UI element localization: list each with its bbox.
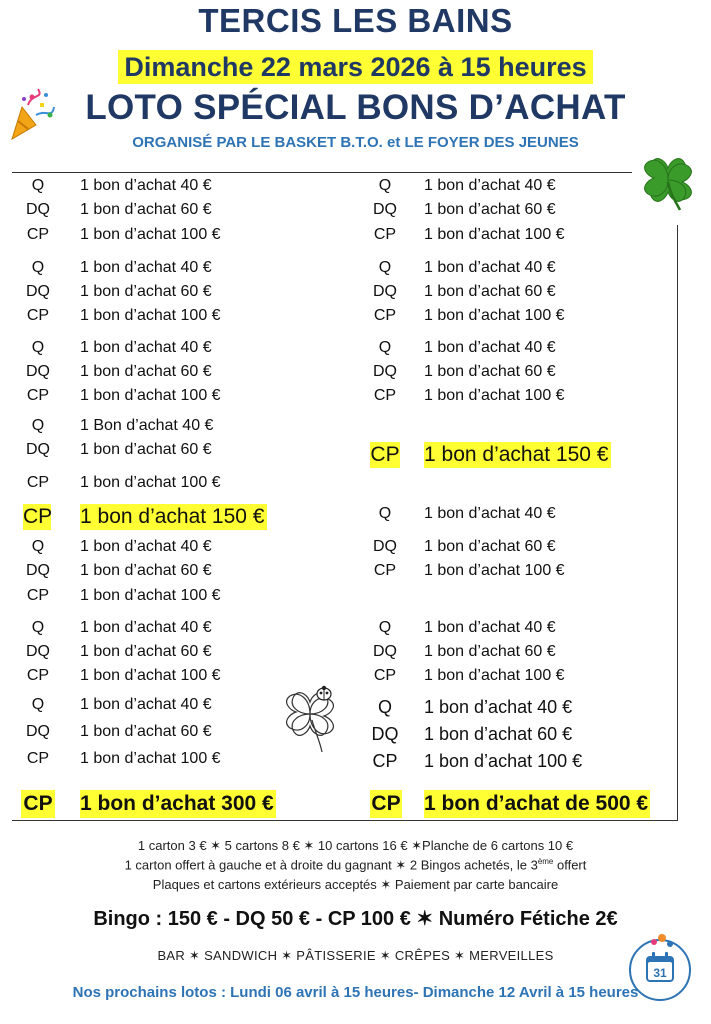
prize-label: 1 bon d’achat 60 € (80, 363, 212, 380)
prize-label: 1 Bon d’achat 40 € (80, 417, 214, 434)
game-code-highlighted: CP (23, 505, 53, 528)
prize-label: 1 bon d’achat 100 € (424, 751, 583, 771)
prize-label: 1 bon d’achat 60 € (424, 201, 556, 218)
game-code: CP (26, 387, 50, 404)
refreshments-line: BAR ✶ SANDWICH ✶ PÂTISSERIE ✶ CRÊPES ✶ MERVEILLES (157, 948, 554, 963)
game-code: DQ (373, 643, 397, 660)
game-code: DQ (26, 562, 50, 579)
prize-label: 1 bon d’achat 100 € (80, 226, 221, 243)
prize-label: 1 bon d’achat 60 € (80, 643, 212, 660)
game-code: Q (31, 177, 45, 194)
game-code: CP (373, 562, 397, 579)
game-code: Q (31, 619, 45, 636)
game-code: CP (26, 750, 50, 767)
prize-label: 1 bon d’achat 100 € (424, 667, 565, 684)
pricing-line-2-end: offert (553, 857, 587, 873)
prize-label: 1 bon d’achat 100 € (80, 750, 221, 767)
game-code: DQ (26, 723, 50, 740)
game-code: Q (378, 505, 392, 522)
game-code: CP (26, 307, 50, 324)
prize-label: 1 bon d’achat 100 € (80, 587, 221, 604)
game-code: Q (378, 619, 392, 636)
prize-label: 1 bon d’achat 100 € (424, 387, 565, 404)
prize-label-final: 1 bon d’achat de 500 € (424, 790, 650, 818)
prize-label: 1 bon d’achat 60 € (424, 538, 556, 555)
town-title: TERCIS LES BAINS (198, 2, 513, 39)
prize-label: 1 bon d’achat 100 € (80, 667, 221, 684)
game-code: CP (373, 226, 397, 243)
game-code: CP (373, 307, 397, 324)
game-code: Q (31, 696, 45, 713)
prize-label: 1 bon d’achat 60 € (80, 562, 212, 579)
game-code: Q (31, 538, 45, 555)
pricing-line-2 (0, 857, 711, 873)
pricing-line-3: Plaques et cartons extérieurs acceptés ✶ Paiement par carte bancaire (152, 877, 559, 892)
prize-label: 1 bon d’achat 60 € (424, 724, 573, 744)
game-code: DQ (373, 201, 397, 218)
prize-label: 1 bon d’achat 100 € (80, 307, 221, 324)
prize-label: 1 bon d’achat 40 € (80, 619, 212, 636)
bottom-divider (12, 820, 678, 821)
bingo-line: Bingo : 150 € - DQ 50 € - CP 100 € ✶ Numéro Fétiche 2€ (93, 908, 618, 930)
ordinal-suffix: ème (537, 857, 554, 866)
game-code: Q (377, 697, 392, 717)
game-code: DQ (26, 643, 50, 660)
prize-label: 1 bon d’achat 40 € (80, 538, 212, 555)
next-lotos-line: Nos prochains lotos : Lundi 06 avril à 15 heures- Dimanche 12 Avril à 15 heures (72, 984, 639, 1001)
right-divider (677, 225, 678, 821)
prize-label: 1 bon d’achat 100 € (424, 307, 565, 324)
prize-label: 1 bon d’achat 60 € (424, 643, 556, 660)
date-banner (0, 50, 711, 84)
prize-label: 1 bon d’achat 100 € (424, 562, 565, 579)
game-code: Q (31, 259, 45, 276)
prize-label: 1 bon d’achat 60 € (80, 201, 212, 218)
four-leaf-clover-icon (636, 150, 700, 212)
game-code: DQ (371, 724, 399, 744)
game-code: CP (26, 667, 50, 684)
prize-label: 1 bon d’achat 40 € (80, 339, 212, 356)
prize-label: 1 bon d’achat 40 € (424, 619, 556, 636)
pricing-line-2-text: 1 carton offert à gauche et à droite du gagnant ✶ 2 Bingos achetés, le 3 (124, 857, 538, 873)
game-code: DQ (26, 201, 50, 218)
prize-label: 1 bon d’achat 40 € (80, 259, 212, 276)
calendar-day: 31 (653, 966, 667, 980)
game-code: Q (31, 417, 45, 434)
prize-label-highlighted: 1 bon d’achat 150 € (80, 505, 265, 528)
game-code: CP (26, 474, 50, 491)
prize-label-final: 1 bon d’achat 300 € (80, 790, 276, 818)
game-code: CP (26, 226, 50, 243)
prize-label: 1 bon d’achat 100 € (80, 387, 221, 404)
prize-label: 1 bon d’achat 100 € (424, 226, 565, 243)
prize-label-highlighted: 1 bon d’achat 150 € (424, 443, 609, 466)
prize-label: 1 bon d’achat 40 € (424, 177, 556, 194)
game-code: Q (378, 339, 392, 356)
game-code: DQ (26, 283, 50, 300)
party-popper-icon (8, 85, 56, 143)
game-code-final: CP (21, 790, 55, 818)
game-code: DQ (373, 283, 397, 300)
game-code-final: CP (370, 790, 402, 818)
game-code-highlighted: CP (370, 443, 400, 466)
game-code: Q (31, 339, 45, 356)
prize-label: 1 bon d’achat 40 € (424, 505, 556, 522)
prize-label: 1 bon d’achat 60 € (424, 363, 556, 380)
game-code: CP (372, 751, 398, 771)
top-divider (12, 172, 632, 173)
game-code: DQ (373, 538, 397, 555)
prize-label: 1 bon d’achat 60 € (80, 723, 212, 740)
prize-label: 1 bon d’achat 40 € (424, 259, 556, 276)
prize-label: 1 bon d’achat 60 € (80, 283, 212, 300)
prize-label: 1 bon d’achat 40 € (424, 697, 573, 717)
organiser-line: ORGANISÉ PAR LE BASKET B.T.O. et LE FOYER DES JEUNES (132, 134, 579, 151)
game-code: Q (378, 259, 392, 276)
game-code: DQ (373, 363, 397, 380)
game-code: DQ (26, 363, 50, 380)
pricing-line-1: 1 carton 3 € ✶ 5 cartons 8 € ✶ 10 cartons 16 € ✶Planche de 6 cartons 10 € (137, 838, 574, 853)
prize-label: 1 bon d’achat 60 € (80, 441, 212, 458)
game-code: CP (373, 387, 397, 404)
prize-label: 1 bon d’achat 60 € (424, 283, 556, 300)
game-code: CP (26, 587, 50, 604)
event-date: Dimanche 22 mars 2026 à 15 heures (118, 50, 592, 84)
page-title: LOTO SPÉCIAL BONS D’ACHAT (85, 88, 626, 127)
ladybug-clover-icon (276, 680, 348, 754)
prize-label: 1 bon d’achat 40 € (80, 177, 212, 194)
game-code: CP (373, 667, 397, 684)
prize-label: 1 bon d’achat 40 € (80, 696, 212, 713)
prize-label: 1 bon d’achat 100 € (80, 474, 221, 491)
game-code: DQ (26, 441, 50, 458)
prize-label: 1 bon d’achat 40 € (424, 339, 556, 356)
game-code: Q (378, 177, 392, 194)
